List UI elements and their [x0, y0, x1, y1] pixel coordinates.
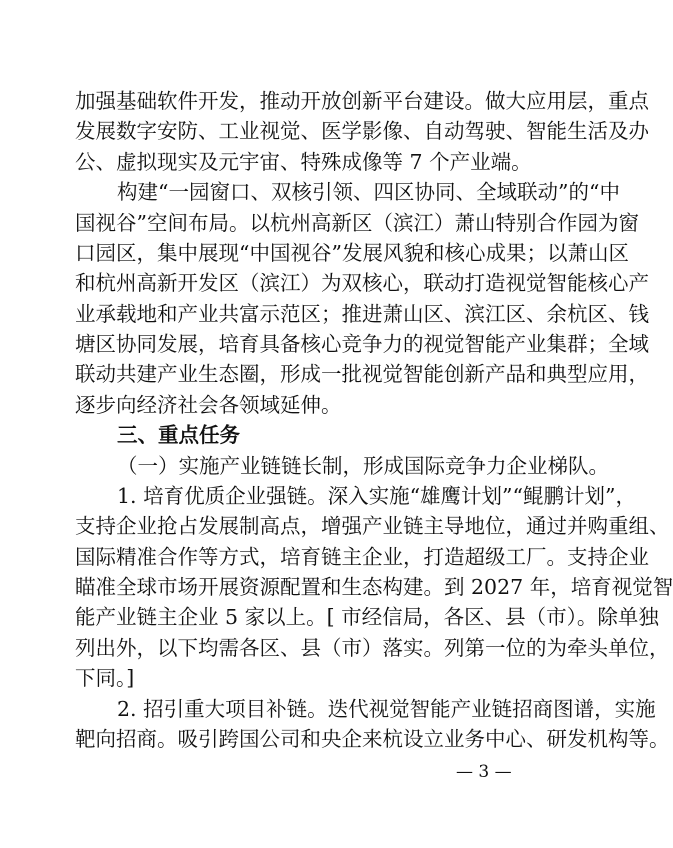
text-line-content: 业承载地和产业共富示范区；推进萧山区、滨江区、余杭区、钱: [75, 302, 649, 326]
text-line: [0, 327, 649, 361]
text-line: [0, 84, 649, 118]
text-line-content: 1. 培育优质企业强链。深入实施“雄鹰计划”“鲲鹏计划”，: [117, 484, 636, 508]
text-line-content: 和杭州高新开发区（滨江）为双核心，联动打造视觉智能核心产: [75, 271, 649, 295]
text-line-content: 能产业链主企业 5 家以上。[ 市经信局，各区、县（市）。除单独: [75, 605, 659, 629]
text-line: [0, 114, 649, 148]
section-heading-text: 三、重点任务: [117, 423, 240, 447]
text-line-content: 列出外，以下均需各区、县（市）落实。列第一位的为牵头单位，: [75, 636, 670, 660]
text-line: [0, 722, 670, 756]
text-line-content: 联动共建产业生态圈，形成一批视觉智能创新产品和典型应用，: [75, 362, 649, 386]
text-line: [0, 540, 649, 574]
text-line: [0, 388, 600, 422]
text-line-content: 加强基础软件开发，推动开放创新平台建设。做大应用层，重点: [75, 89, 649, 113]
text-line: [0, 206, 639, 240]
text-line: [0, 479, 636, 513]
text-line: [0, 661, 600, 695]
text-line-content: 2. 招引重大项目补链。迭代视觉智能产业链招商图谱，实施: [117, 697, 656, 721]
text-line: [0, 692, 656, 726]
text-line-content: 公、虚拟现实及元宇宙、特殊成像等 7 个产业端。: [75, 150, 532, 174]
text-line-content: 支持企业抢占发展制高点，增强产业链主导地位，通过并购重组、: [75, 514, 670, 538]
text-line: [0, 357, 649, 391]
text-line-content: 靶向招商。吸引跨国公司和央企来杭设立业务中心、研发机构等。: [75, 727, 670, 751]
text-line: [0, 175, 620, 209]
text-line: [0, 570, 673, 604]
text-line: [0, 145, 600, 179]
text-line-content: 发展数字安防、工业视觉、医学影像、自动驾驶、智能生活及办: [75, 119, 649, 143]
text-line: [0, 266, 649, 300]
text-line: [0, 600, 659, 634]
text-line-content: 国视谷”空间布局。以杭州高新区（滨江）萧山特别合作园为窗: [75, 211, 639, 235]
subsection-heading-text: （一）实施产业链链长制，形成国际竞争力企业梯队。: [117, 454, 609, 478]
text-line: [0, 509, 670, 543]
text-line-content: 塘区协同发展，培育具备核心竞争力的视觉智能产业集群；全域: [75, 332, 649, 356]
page-number: — 3 —: [456, 762, 512, 782]
text-line-content: 下同。]: [75, 666, 135, 690]
subsection-heading: [0, 449, 609, 483]
text-line-content: 逐步向经济社会各领域延伸。: [75, 393, 342, 417]
text-line-content: 国际精准合作等方式，培育链主企业，打造超级工厂。支持企业: [75, 545, 649, 569]
section-heading: [0, 418, 600, 452]
text-line-content: 瞄准全球市场开展资源配置和生态构建。到 2027 年，培育视觉智: [75, 575, 673, 599]
text-line-content: 构建“一园窗口、双核引领、四区协同、全域联动”的“中: [117, 180, 620, 204]
text-line: [0, 631, 670, 665]
text-line: [0, 297, 649, 331]
text-line: [0, 236, 629, 270]
text-line-content: 口园区，集中展现“中国视谷”发展风貌和核心成果；以萧山区: [75, 241, 629, 265]
